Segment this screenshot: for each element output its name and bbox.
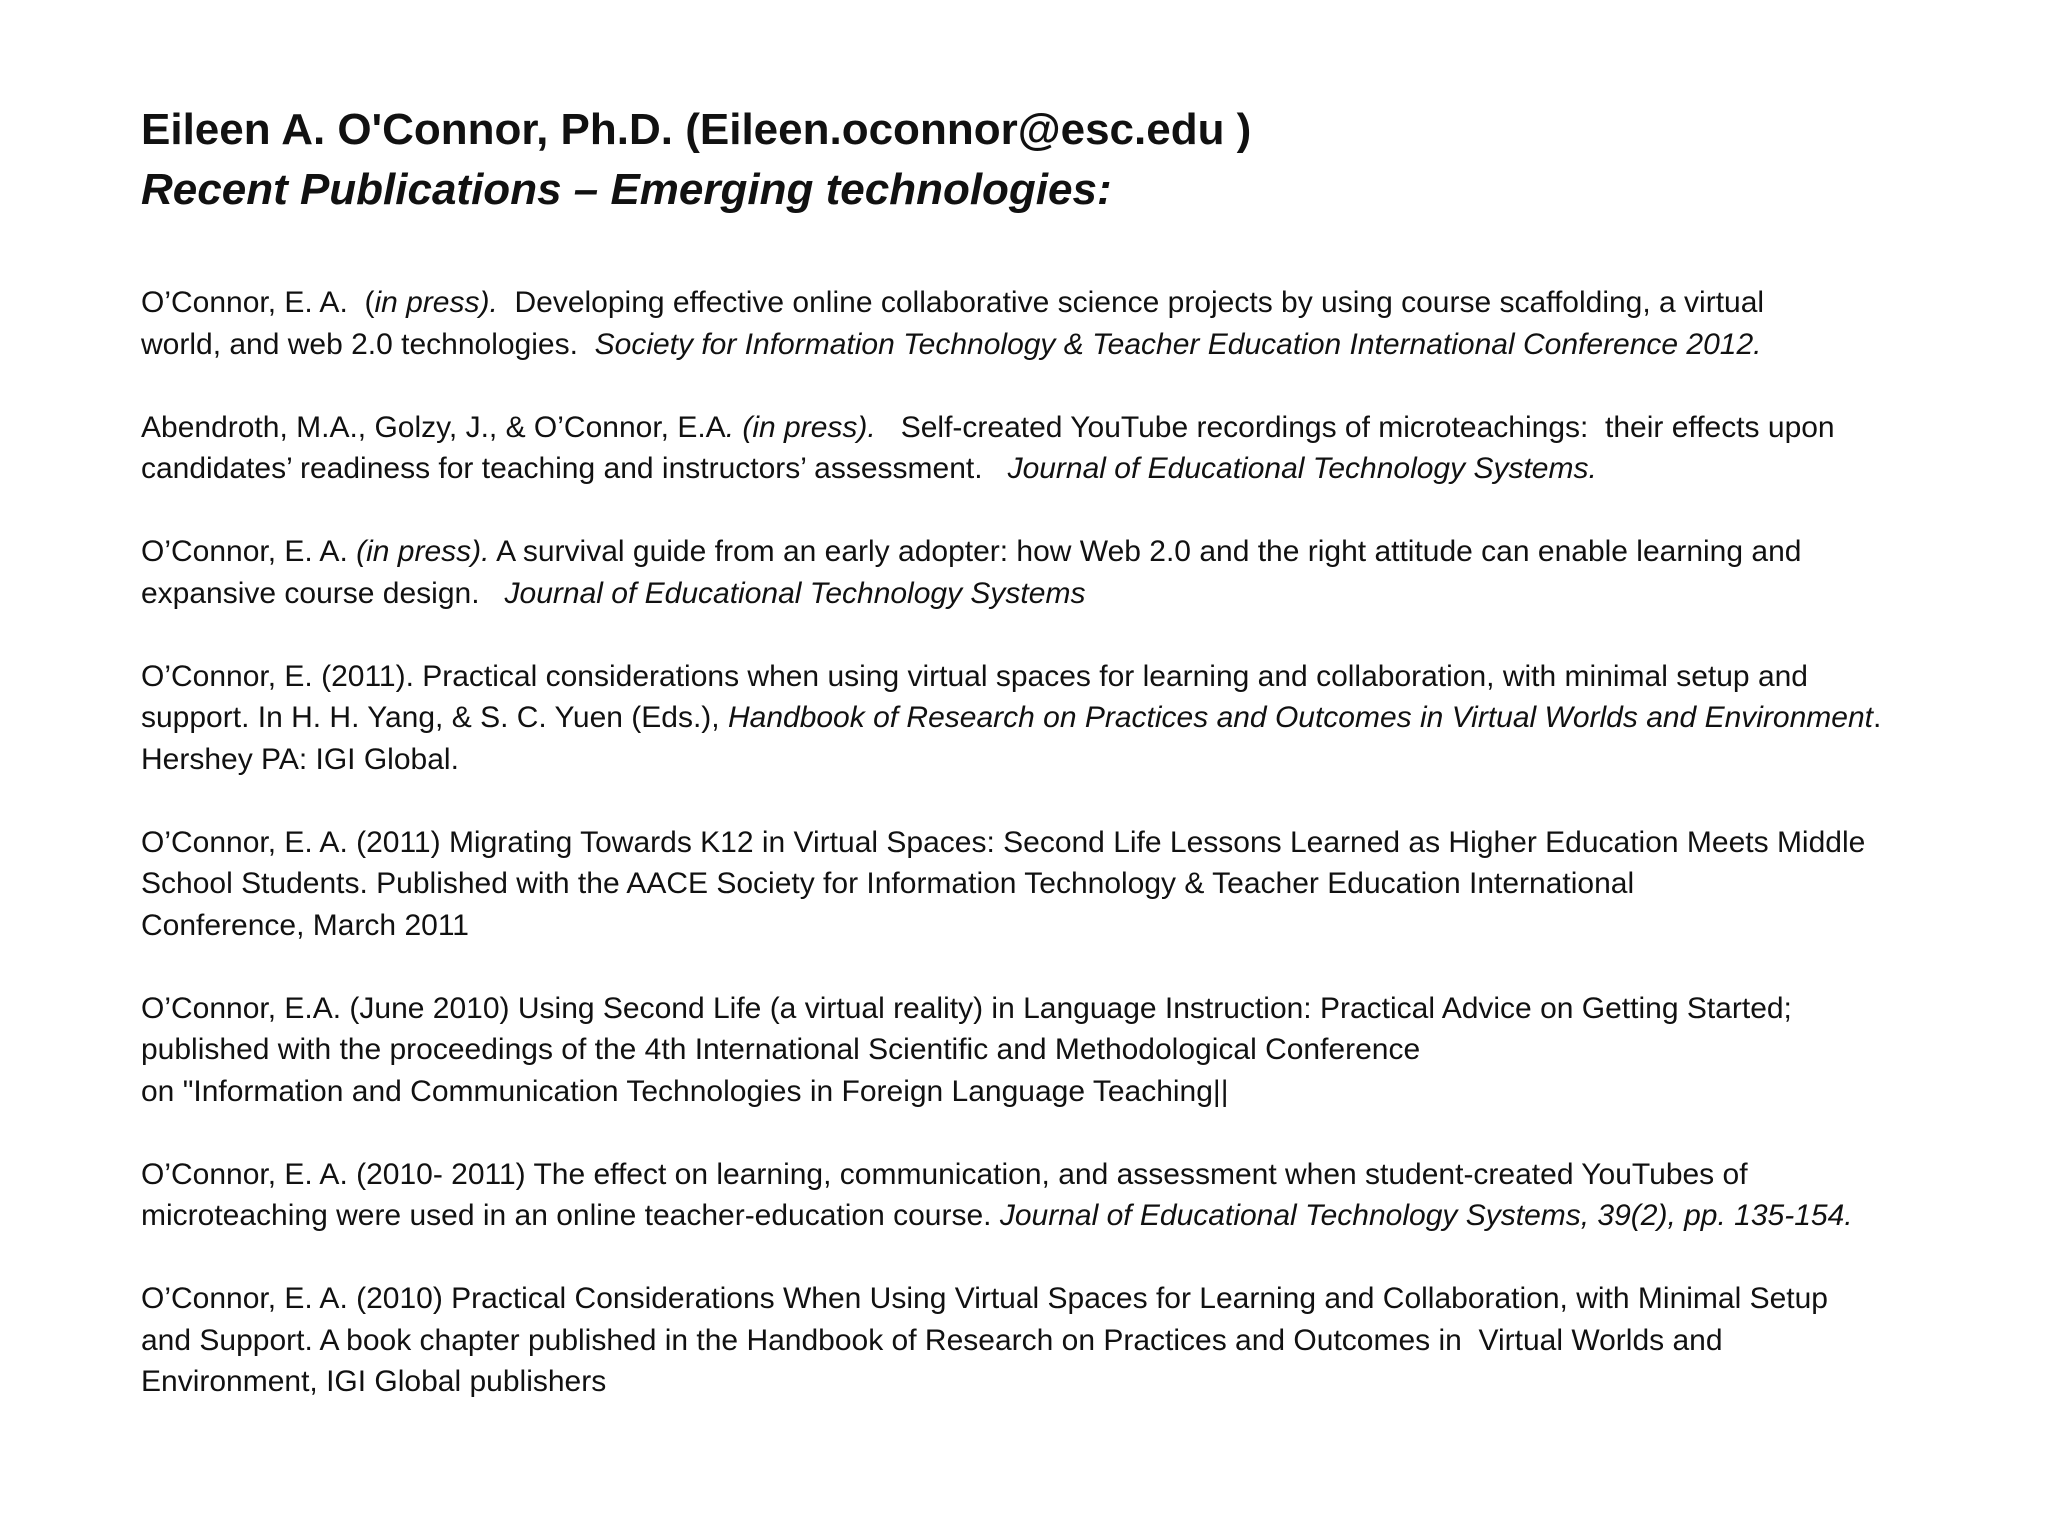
publication-entry: [141, 531, 1941, 614]
publication-line: [141, 1154, 1941, 1196]
text-run: Abendroth, M.A., Golzy, J., & O’Connor, E.A: [141, 410, 726, 444]
text-run: Environment, IGI Global publishers: [141, 1365, 607, 1398]
publication-line: [141, 531, 1941, 573]
publication-line: [141, 573, 1941, 615]
publication-line: [141, 656, 1941, 698]
text-run: O’Connor, E.A. (June 2010) Using Second Life (a virtual reality) in Language Instruction: Practical Advice on Getting Started;: [141, 991, 1792, 1025]
text-run: Developing effective online collaborative science projects by using course scaffolding, a virtual: [497, 286, 1765, 319]
text-run: O’Connor, E. A. (2010- 2011) The effect on learning, communication, and assessment when student-created YouTubes of: [141, 1157, 1748, 1191]
publication-list: [141, 282, 1941, 1444]
italic-run: Journal of Educational Technology Systems: [504, 576, 1086, 610]
italic-run: Handbook of Research on Practices and Outcomes in Virtual Worlds and Environment: [727, 701, 1873, 734]
text-run: world, and web 2.0 technologies.: [141, 327, 595, 361]
publication-line: [141, 822, 1941, 864]
text-run: on "Information and Communication Technologies in Foreign Language Teaching||: [141, 1074, 1229, 1108]
italic-run: . (in press).: [725, 410, 876, 444]
text-run: Conference, March 2011: [141, 908, 469, 942]
publication-entry: [141, 1154, 1941, 1237]
text-run: .: [1873, 701, 1882, 734]
publication-entry: [141, 822, 1941, 947]
publication-entry: [141, 282, 1941, 365]
text-run: Hershey PA: IGI Global.: [141, 742, 459, 776]
publication-line: [141, 863, 1941, 905]
publication-line: [141, 1029, 1941, 1071]
text-run: School Students. Published with the AACE Society for Information Technology & Teacher Education International: [141, 867, 1635, 900]
publication-line: [141, 407, 1941, 449]
text-run: support. In H. H. Yang, & S. C. Yuen (Eds.),: [141, 701, 728, 734]
text-run: candidates’ readiness for teaching and instructors’ assessment.: [141, 452, 1008, 485]
publication-line: [141, 448, 1941, 490]
text-run: O’Connor, E. A. (2011) Migrating Towards K12 in Virtual Spaces: Second Life Lessons Learned as Higher Education Meets Middle: [141, 825, 1866, 859]
publication-line: [141, 739, 1941, 781]
text-run: microteaching were used in an online teacher-education course.: [141, 1199, 1000, 1232]
text-run: O’Connor, E. (2011). Practical considerations when using virtual spaces for learning and collaboration, with minimal setup and: [141, 659, 1808, 693]
header: [141, 100, 1941, 220]
publication-entry: [141, 656, 1941, 781]
publication-line: [141, 282, 1941, 324]
italic-run: Society for Information Technology & Teacher Education International Conference 2012.: [594, 327, 1762, 361]
publication-line: [141, 324, 1941, 366]
publication-line: [141, 1278, 1941, 1320]
page-title: Eileen A. O'Connor, Ph.D. (Eileen.oconnor@esc.edu ): [141, 105, 1252, 154]
publication-line: [141, 905, 1941, 947]
italic-run: in press).: [374, 286, 498, 319]
text-run: expansive course design.: [141, 576, 505, 610]
text-run: O’Connor, E. A. (: [141, 286, 375, 319]
text-run: A survival guide from an early adopter: how Web 2.0 and the right attitude can enable learning and: [489, 535, 1802, 568]
publication-line: [141, 1195, 1941, 1237]
text-run: Self-created YouTube recordings of microteachings: their effects upon: [875, 410, 1835, 444]
publication-line: [141, 697, 1941, 739]
publication-entry: [141, 407, 1941, 490]
publication-entry: [141, 988, 1941, 1113]
text-run: and Support. A book chapter published in the Handbook of Research on Practices and Outcomes in Virtual Worlds and: [141, 1323, 1723, 1357]
page-subtitle: Recent Publications – Emerging technologies:: [141, 165, 1112, 214]
publication-line: [141, 1071, 1941, 1113]
italic-run: Journal of Educational Technology Systems, 39(2), pp. 135-154.: [999, 1199, 1853, 1232]
text-run: published with the proceedings of the 4th International Scientific and Methodological Conference: [141, 1033, 1421, 1066]
text-run: O’Connor, E. A. (2010) Practical Considerations When Using Virtual Spaces for Learning and Collaboration, with Minimal Setup: [141, 1282, 1828, 1315]
italic-run: Journal of Educational Technology Systems.: [1007, 452, 1597, 485]
publication-line: [141, 1320, 1941, 1362]
text-run: O’Connor, E. A.: [141, 535, 357, 568]
italic-run: (in press).: [356, 535, 490, 568]
publication-line: [141, 988, 1941, 1030]
publication-line: [141, 1361, 1941, 1403]
publication-entry: [141, 1278, 1941, 1403]
